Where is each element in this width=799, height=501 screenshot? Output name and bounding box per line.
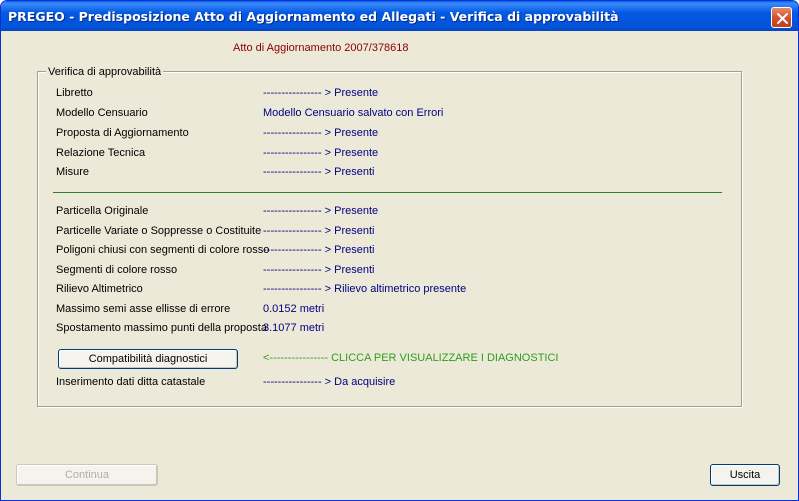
row-label-particelle-variate: Particelle Variate o Soppresse o Costituite: [56, 225, 262, 237]
uscita-button[interactable]: Uscita: [710, 464, 780, 486]
diagnostici-hint: <---------------- CLICCA PER VISUALIZZARE I DIAGNOSTICI: [263, 352, 559, 364]
row-value-libretto: ---------------- > Presente: [263, 87, 379, 99]
row-value-semi-asse-ellisse: 0.0152 metri: [263, 303, 325, 315]
close-button[interactable]: [771, 7, 792, 28]
row-value-inserimento-ditta: ---------------- > Da acquisire: [263, 376, 396, 388]
groupbox-title: Verifica di approvabilità: [48, 66, 162, 78]
row-label-spostamento-massimo: Spostamento massimo punti della proposta: [56, 322, 267, 334]
row-label-inserimento-ditta: Inserimento dati ditta catastale: [56, 376, 206, 388]
section-divider: [53, 192, 722, 193]
row-label-segmenti-rosso: Segmenti di colore rosso: [56, 264, 178, 276]
row-value-proposta: ---------------- > Presente: [263, 127, 379, 139]
row-value-poligoni-chiusi: ---------------- > Presenti: [263, 244, 375, 256]
row-value-rilievo-altimetrico: ---------------- > Rilievo altimetrico presente: [263, 283, 467, 295]
row-label-poligoni-chiusi: Poligoni chiusi con segmenti di colore rosso: [56, 244, 270, 256]
title-bar[interactable]: [1, 1, 798, 31]
continua-button[interactable]: Continua: [16, 464, 158, 486]
row-label-misure: Misure: [56, 166, 90, 178]
row-label-modello-censuario: Modello Censuario: [56, 107, 148, 119]
close-icon: [776, 12, 789, 25]
row-value-particelle-variate: ---------------- > Presenti: [263, 225, 375, 237]
row-value-misure: ---------------- > Presenti: [263, 166, 375, 178]
row-label-libretto: Libretto: [56, 87, 93, 99]
dialog-client-area: [5, 31, 794, 498]
row-label-semi-asse-ellisse: Massimo semi asse ellisse di errore: [56, 303, 231, 315]
atto-aggiornamento-label: Atto di Aggiornamento 2007/378618: [233, 42, 409, 54]
row-label-relazione-tecnica: Relazione Tecnica: [56, 147, 146, 159]
compatibilita-diagnostici-button[interactable]: Compatibilità diagnostici: [58, 349, 238, 369]
row-value-modello-censuario: Modello Censuario salvato con Errori: [263, 107, 444, 119]
row-label-proposta: Proposta di Aggiornamento: [56, 127, 189, 139]
row-label-particella-originale: Particella Originale: [56, 205, 149, 217]
row-value-spostamento-massimo: 3.1077 metri: [263, 322, 325, 334]
row-label-rilievo-altimetrico: Rilievo Altimetrico: [56, 283, 143, 295]
row-value-segmenti-rosso: ---------------- > Presenti: [263, 264, 375, 276]
row-value-relazione-tecnica: ---------------- > Presente: [263, 147, 379, 159]
window-title: PREGEO - Predisposizione Atto di Aggiornamento ed Allegati - Verifica di approvabilità: [8, 9, 619, 24]
row-value-particella-originale: ---------------- > Presente: [263, 205, 379, 217]
